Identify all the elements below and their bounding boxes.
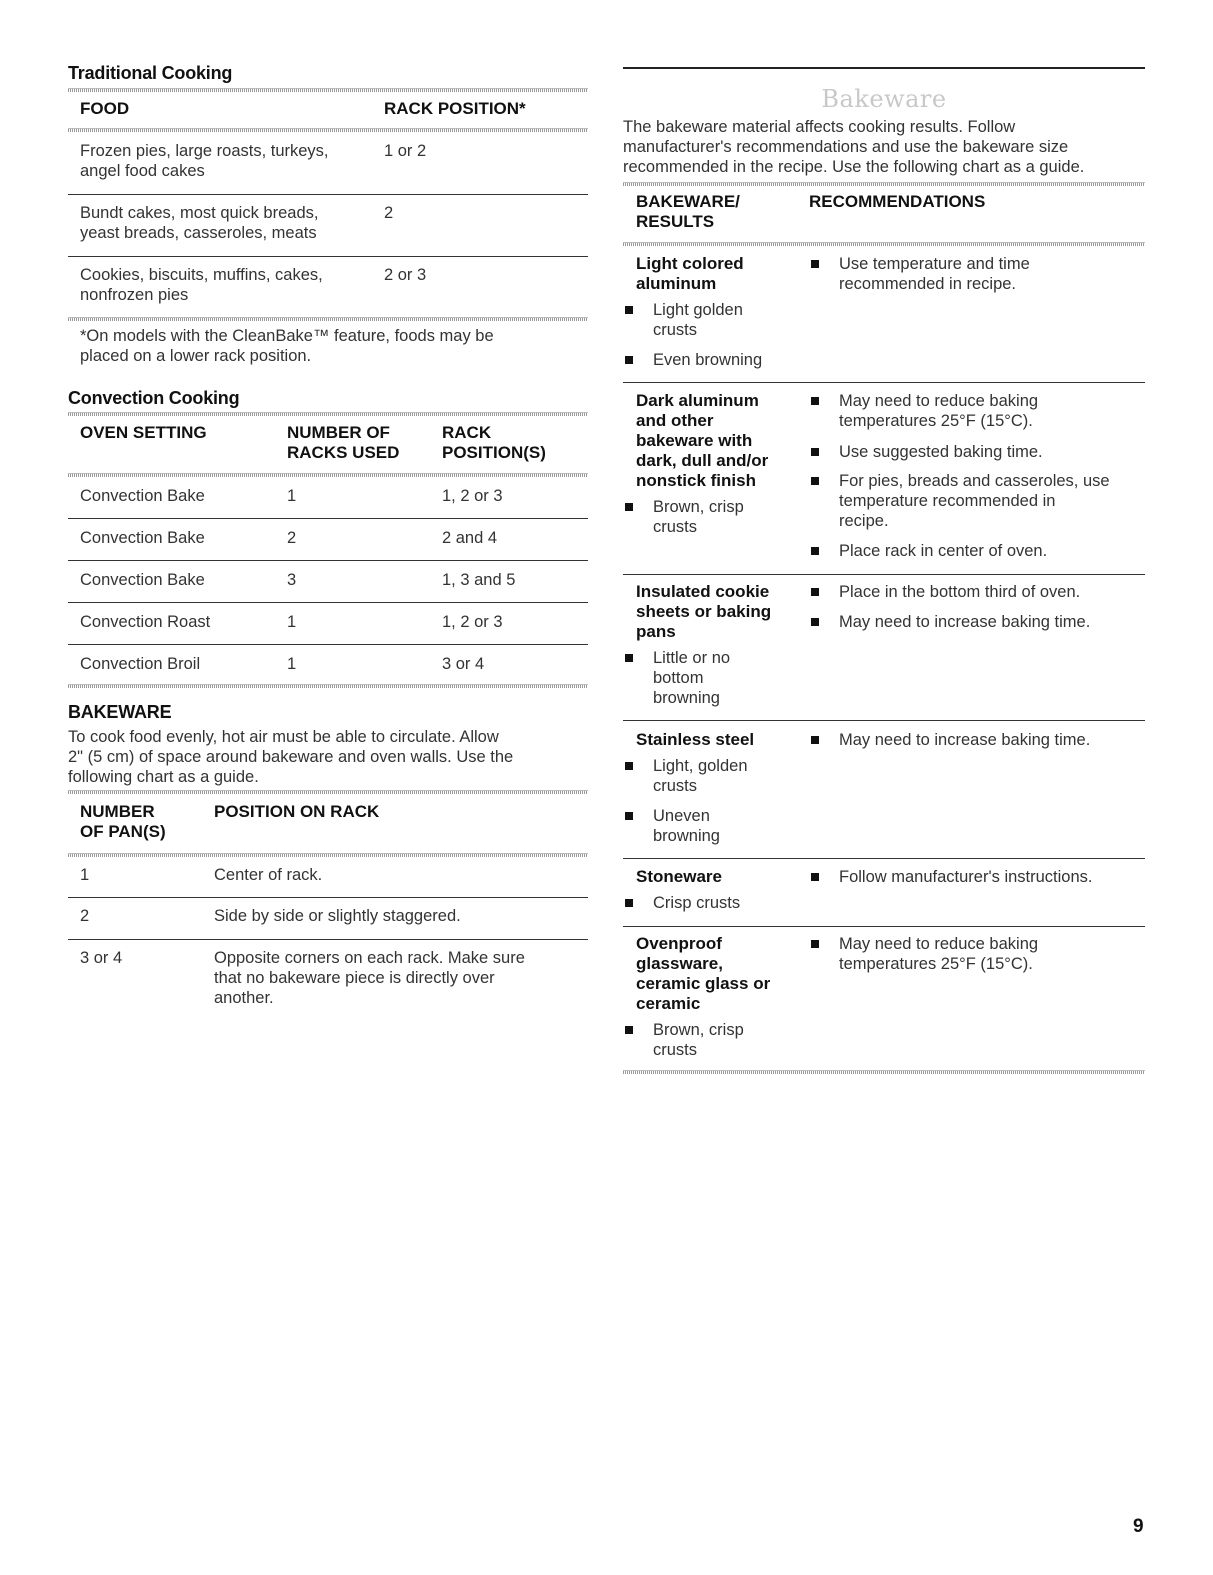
- bakeware-material: Stainless steel: [636, 730, 755, 749]
- page-number: 9: [1133, 1516, 1144, 1537]
- bakeware-material: Insulated cookie sheets or baking pans: [636, 582, 772, 641]
- traditional-rack-cell: 2: [384, 204, 394, 222]
- result-item: Little or no bottom browning: [623, 648, 730, 708]
- traditional-cooking-title: Traditional Cooking: [68, 63, 233, 83]
- divider: [68, 853, 588, 857]
- result-item: Light, golden crusts: [623, 756, 748, 796]
- traditional-food-cell: Frozen pies, large roasts, turkeys, angel food cakes: [80, 142, 329, 180]
- recommendation-item: For pies, breads and casseroles, use temperature recommended in recipe.: [809, 471, 1110, 531]
- bakeware-material: Dark aluminum and other bakeware with dark, dull and/or nonstick finish: [636, 391, 769, 490]
- convection-setting-cell: Convection Roast: [80, 613, 211, 631]
- row-divider: [623, 720, 1145, 721]
- traditional-rack-cell: 1 or 2: [384, 142, 427, 160]
- recommendation-item: Use suggested baking time.: [809, 442, 1043, 462]
- divider: [623, 182, 1145, 186]
- convection-position-cell: 1, 3 and 5: [442, 571, 516, 589]
- convection-setting-cell: Convection Broil: [80, 655, 201, 673]
- rack-position-header: RACK POSITION*: [384, 99, 526, 118]
- row-divider: [68, 256, 588, 257]
- row-divider: [68, 560, 588, 561]
- row-divider: [623, 574, 1145, 575]
- divider: [68, 128, 588, 132]
- recommendations-header: RECOMMENDATIONS: [809, 192, 986, 211]
- bakeware-material: Light colored aluminum: [636, 254, 744, 293]
- convection-setting-cell: Convection Bake: [80, 487, 205, 505]
- recommendation-item: Place in the bottom third of oven.: [809, 582, 1080, 602]
- result-item: Brown, crisp crusts: [623, 1020, 744, 1060]
- bakeware-title: Bakeware: [821, 85, 947, 113]
- convection-racks-cell: 3: [287, 571, 297, 589]
- bakeware-material: Stoneware: [636, 867, 722, 886]
- convection-setting-cell: Convection Bake: [80, 529, 205, 547]
- bakeware-material: Ovenproof glassware, ceramic glass or ceramic: [636, 934, 771, 1013]
- recommendation-item: May need to increase baking time.: [809, 730, 1090, 750]
- number-of-pans-header: NUMBER OF PAN(S): [80, 802, 166, 841]
- traditional-food-cell: Cookies, biscuits, muffins, cakes, nonfrozen pies: [80, 266, 323, 304]
- convection-position-cell: 1, 2 or 3: [442, 487, 503, 505]
- bakeware-results-header: BAKEWARE/ RESULTS: [636, 192, 740, 231]
- divider: [68, 317, 588, 321]
- convection-setting-cell: Convection Bake: [80, 571, 205, 589]
- row-divider: [68, 602, 588, 603]
- rack-positions-header: RACK POSITION(S): [442, 423, 546, 462]
- pans-count-cell: 1: [80, 866, 90, 884]
- row-divider: [68, 644, 588, 645]
- food-header: FOOD: [80, 99, 130, 118]
- traditional-rack-cell: 2 or 3: [384, 266, 427, 284]
- recommendation-item: Place rack in center of oven.: [809, 541, 1047, 561]
- recommendation-item: Use temperature and time recommended in recipe.: [809, 254, 1030, 294]
- bakeware-placement-intro: To cook food evenly, hot air must be able to circulate. Allow 2" (5 cm) of space around bakeware and oven walls. Use the following chart as a guide.: [68, 728, 514, 786]
- position-on-rack-header: POSITION ON RACK: [214, 802, 380, 821]
- result-item: Crisp crusts: [623, 893, 740, 913]
- row-divider: [623, 382, 1145, 383]
- bakeware-intro: The bakeware material affects cooking results. Follow manufacturer's recommendations and use the bakeware size recommended in the recipe. Use the following chart as a guide.: [623, 118, 1085, 176]
- number-of-racks-header: NUMBER OF RACKS USED: [287, 423, 400, 462]
- row-divider: [68, 518, 588, 519]
- result-item: Brown, crisp crusts: [623, 497, 744, 537]
- convection-racks-cell: 2: [287, 529, 297, 547]
- row-divider: [623, 858, 1145, 859]
- divider: [623, 1070, 1145, 1074]
- convection-racks-cell: 1: [287, 613, 297, 631]
- result-item: Uneven browning: [623, 806, 720, 846]
- result-item: Light golden crusts: [623, 300, 743, 340]
- pans-count-cell: 2: [80, 907, 90, 925]
- divider: [68, 684, 588, 688]
- convection-racks-cell: 1: [287, 655, 297, 673]
- pans-position-cell: Opposite corners on each rack. Make sure that no bakeware piece is directly over another.: [214, 949, 525, 1007]
- top-rule: [623, 67, 1145, 69]
- convection-racks-cell: 1: [287, 487, 297, 505]
- pans-position-cell: Center of rack.: [214, 866, 323, 884]
- convection-position-cell: 2 and 4: [442, 529, 498, 547]
- recommendation-item: May need to increase baking time.: [809, 612, 1090, 632]
- pans-count-cell: 3 or 4: [80, 949, 123, 967]
- convection-position-cell: 3 or 4: [442, 655, 485, 673]
- recommendation-item: May need to reduce baking temperatures 25°F (15°C).: [809, 391, 1038, 431]
- traditional-food-cell: Bundt cakes, most quick breads, yeast breads, casseroles, meats: [80, 204, 319, 242]
- pans-position-cell: Side by side or slightly staggered.: [214, 907, 461, 925]
- divider: [68, 790, 588, 794]
- row-divider: [68, 194, 588, 195]
- divider: [68, 473, 588, 477]
- divider: [623, 242, 1145, 246]
- cleanbake-footnote: *On models with the CleanBake™ feature, foods may be placed on a lower rack position.: [80, 327, 494, 365]
- convection-position-cell: 1, 2 or 3: [442, 613, 503, 631]
- oven-setting-header: OVEN SETTING: [80, 423, 207, 442]
- result-item: Even browning: [623, 350, 762, 370]
- row-divider: [68, 939, 588, 940]
- recommendation-item: May need to reduce baking temperatures 25°F (15°C).: [809, 934, 1038, 974]
- recommendation-item: Follow manufacturer's instructions.: [809, 867, 1093, 887]
- divider: [68, 88, 588, 92]
- divider: [68, 412, 588, 416]
- row-divider: [68, 897, 588, 898]
- row-divider: [623, 926, 1145, 927]
- bakeware-placement-title: BAKEWARE: [68, 702, 172, 722]
- convection-cooking-title: Convection Cooking: [68, 388, 240, 408]
